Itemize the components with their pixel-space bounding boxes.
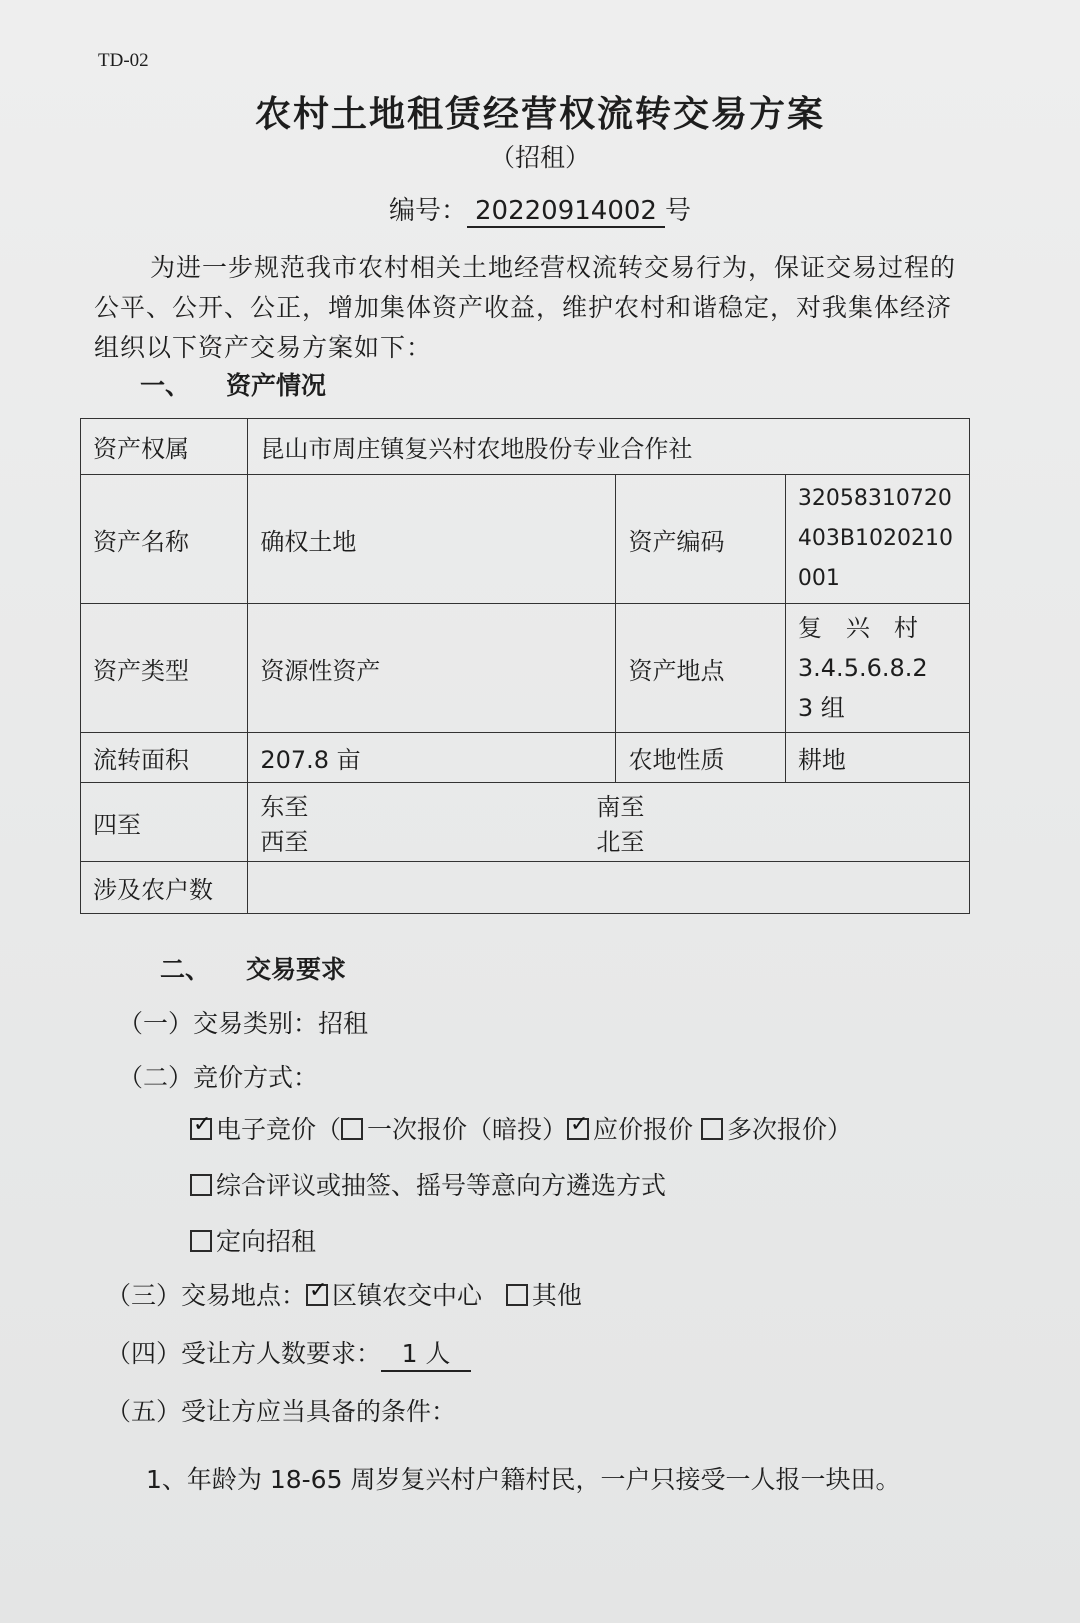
table-row [81,475,970,604]
code-value [785,475,969,604]
bid-options-row [190,1110,852,1146]
checkbox-icon[interactable] [506,1284,528,1306]
table-row [81,419,970,475]
type-label: 资产类型 [81,604,248,733]
area-label: 流转面积 [81,733,248,783]
code-line: 001 [797,566,840,591]
place-line: 3.4.5.6.8.2 [797,654,928,682]
option-electronic: 电子竞价（ [216,1115,342,1144]
requirement-3 [106,1276,582,1312]
name-value: 确权土地 [248,475,616,604]
document-code: TD-02 [98,50,149,71]
households-label: 涉及农户数 [81,862,248,914]
option-responsive: 应价报价 [593,1115,694,1144]
south-bound: 南至 [596,793,645,821]
number-label: 编号： [388,196,467,226]
checkbox-icon[interactable] [190,1230,212,1252]
requirement-5: （五）受让方应当具备的条件： [106,1397,457,1426]
document-number [0,190,1080,228]
east-bound: 东至 [260,793,309,821]
place-value [785,604,969,733]
code-label: 资产编码 [616,475,785,604]
section-1-heading [140,366,326,402]
option-once: 一次报价（暗投） [367,1115,568,1144]
bounds-label: 四至 [81,783,248,862]
checkbox-icon[interactable] [190,1174,212,1196]
nature-label: 农地性质 [616,733,785,783]
document-title: 农村土地租赁经营权流转交易方案 [254,94,825,135]
table-row [81,733,970,783]
section-2-title: 交易要求 [246,955,347,984]
intro-paragraph: 为进一步规范我市农村相关土地经营权流转交易行为，保证交易过程的公平、公开、公正，增加集体资产收益，维护农村和谐稳定，对我集体经济组织以下资产交易方案如下： [94,253,957,362]
asset-table [80,418,970,914]
north-bound: 北至 [596,828,645,856]
nature-value: 耕地 [785,733,969,783]
bid-option-directed-row [190,1222,316,1258]
requirement-2: （二）竞价方式： [118,1063,319,1092]
area-value: 207.8 亩 [248,733,616,783]
req3-center: 区镇农交中心 [332,1281,483,1310]
option-comprehensive: 综合评议或抽签、摇号等意向方遴选方式 [216,1171,667,1200]
req3-other: 其他 [531,1281,582,1310]
table-row [81,783,970,862]
document-subtitle: （招租） [489,143,590,172]
req4-label: （四）受让方人数要求： [106,1339,382,1368]
option-multi: 多次报价） [727,1115,853,1144]
place-line: 复 兴 村 [797,614,918,642]
requirement-1: （一）交易类别：招租 [118,1009,369,1038]
place-label: 资产地点 [616,604,785,733]
table-row [81,604,970,733]
requirement-4 [106,1334,471,1372]
code-line: 403B1020210 [797,526,953,551]
households-value [248,862,970,914]
number-suffix: 号 [665,196,692,226]
section-1-title: 资产情况 [226,371,327,400]
checkbox-icon[interactable] [701,1118,723,1140]
section-2-heading [160,950,346,986]
type-value: 资源性资产 [248,604,616,733]
checked-box-icon[interactable] [306,1284,328,1306]
place-line: 3 组 [797,694,845,722]
bounds-value [248,783,970,862]
option-directed: 定向招租 [216,1227,317,1256]
name-label: 资产名称 [81,475,248,604]
checked-box-icon[interactable] [190,1118,212,1140]
west-bound: 西至 [260,828,309,856]
section-2-number: 二、 [160,955,211,984]
code-line: 32058310720 [797,486,952,511]
owner-label: 资产权属 [81,419,248,475]
number-value: 20220914002 [467,196,665,228]
req4-value: 1 人 [381,1334,471,1372]
condition-1: 1、年龄为 18-65 周岁复兴村户籍村民，一户只接受一人报一块田。 [146,1465,901,1494]
req3-label: （三）交易地点： [106,1281,307,1310]
checked-box-icon[interactable] [567,1118,589,1140]
checkbox-icon[interactable] [341,1118,363,1140]
table-row [81,862,970,914]
owner-value: 昆山市周庄镇复兴村农地股份专业合作社 [248,419,970,475]
bid-option-comprehensive-row [190,1166,666,1202]
section-1-number: 一、 [140,371,191,400]
